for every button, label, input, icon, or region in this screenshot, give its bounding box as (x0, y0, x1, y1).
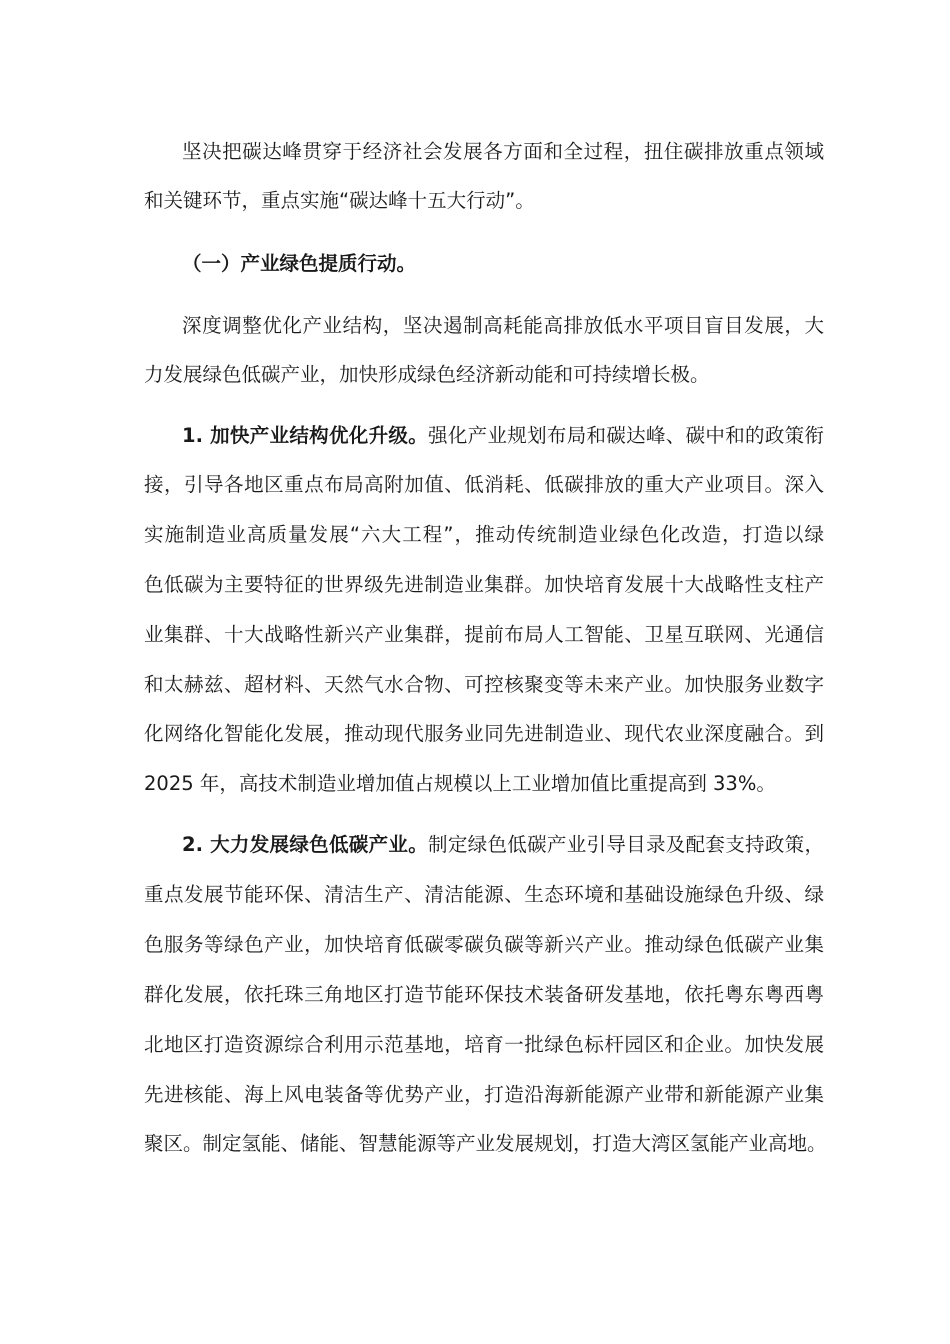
paragraph-line: 化网络化智能化发展，推动现代服务业同先进制造业、现代农业深度融合。到 (144, 722, 824, 745)
paragraph-line: 北地区打造资源综合利用示范基地，培育一批绿色标杆园区和企业。加快发展 (144, 1033, 824, 1056)
section-heading: （一）产业绿色提质行动。 (182, 252, 417, 275)
paragraph-line: 和太赫兹、超材料、天然气水合物、可控核聚变等未来产业。加快服务业数字 (144, 673, 824, 696)
paragraph-line: 实施制造业高质量发展“六大工程”，推动传统制造业绿色化改造，打造以绿 (144, 523, 824, 546)
paragraph-line: 深度调整优化产业结构，坚决遏制高耗能高排放低水平项目盲目发展，大 (182, 314, 824, 337)
item-text: 制定绿色低碳产业引导目录及配套支持政策， (428, 833, 824, 856)
paragraph-line: 重点发展节能环保、清洁生产、清洁能源、生态环境和基础设施绿色升级、绿 (144, 883, 824, 906)
paragraph-line: 接，引导各地区重点布局高附加值、低消耗、低碳排放的重大产业项目。深入 (144, 473, 824, 496)
paragraph-line: 色低碳为主要特征的世界级先进制造业集群。加快培育发展十大战略性支柱产 (144, 573, 824, 596)
paragraph-line: 和关键环节，重点实施“碳达峰十五大行动”。 (144, 189, 535, 212)
paragraph-line: 色服务等绿色产业，加快培育低碳零碳负碳等新兴产业。推动绿色低碳产业集 (144, 933, 824, 956)
paragraph-line: 业集群、十大战略性新兴产业集群，提前布局人工智能、卫星互联网、光通信 (144, 623, 824, 646)
paragraph-line: 2025 年，高技术制造业增加值占规模以上工业增加值比重提高到 33%。 (144, 772, 776, 795)
item-lead: 1. 加快产业结构优化升级。 (182, 424, 429, 447)
paragraph-line: 坚决把碳达峰贯穿于经济社会发展各方面和全过程，扭住碳排放重点领域 (182, 140, 824, 163)
paragraph-line (144, 421, 824, 451)
paragraph-line: 力发展绿色低碳产业，加快形成绿色经济新动能和可持续增长极。 (144, 363, 710, 386)
paragraph-line: 聚区。制定氢能、储能、智慧能源等产业发展规划，打造大湾区氢能产业高地。 (144, 1132, 827, 1155)
paragraph-line: 先进核能、海上风电装备等优势产业，打造沿海新能源产业带和新能源产业集 (144, 1083, 824, 1106)
paragraph-line: 群化发展，依托珠三角地区打造节能环保技术装备研发基地，依托粤东粤西粤 (144, 983, 824, 1006)
item-text: 强化产业规划布局和碳达峰、碳中和的政策衔 (428, 424, 824, 447)
item-lead: 2. 大力发展绿色低碳产业。 (182, 833, 429, 856)
paragraph-line (144, 830, 824, 860)
